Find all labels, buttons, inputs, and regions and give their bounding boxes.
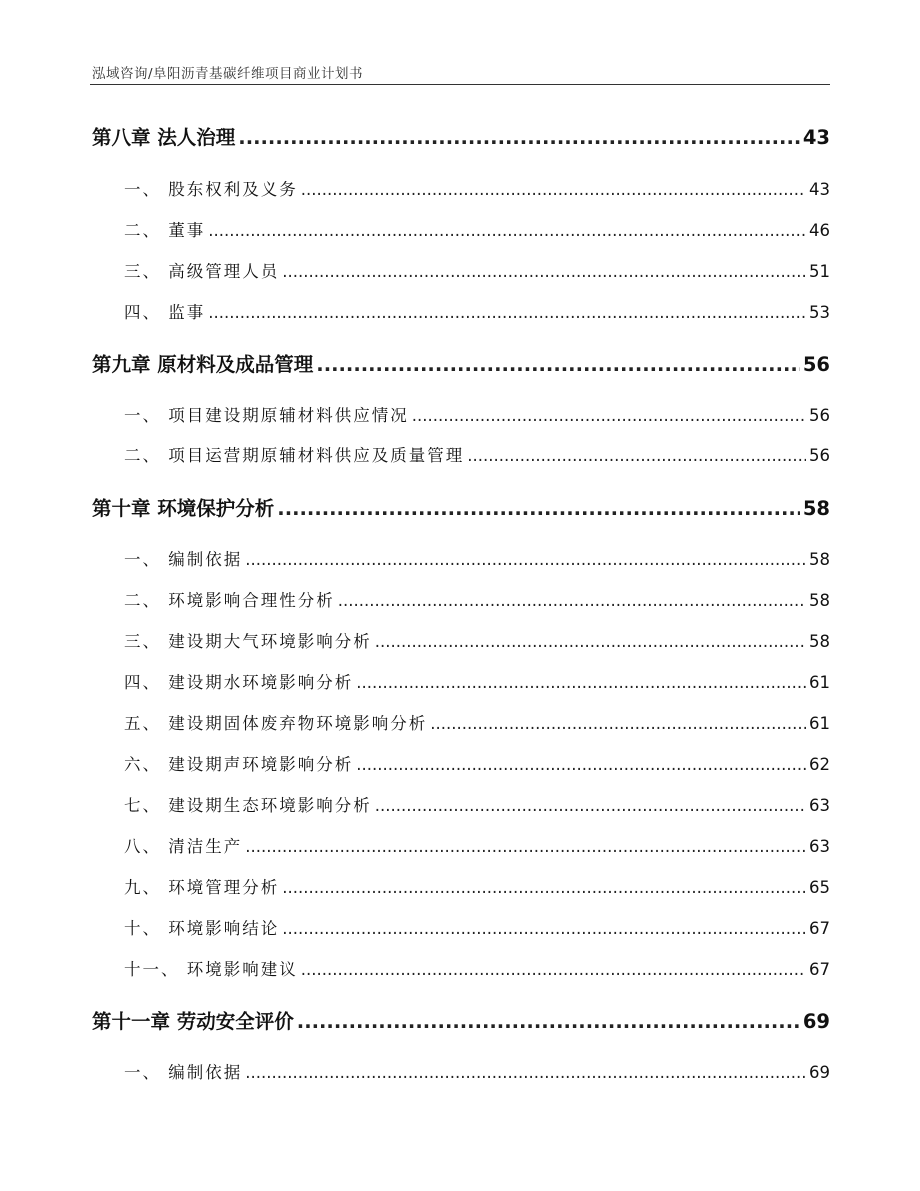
toc-leader-dots <box>375 796 806 815</box>
toc-page-number: 61 <box>809 673 830 692</box>
toc-section[interactable] <box>92 628 830 652</box>
toc-page-number: 58 <box>809 550 830 569</box>
toc-entry-title: 二、 董事 <box>124 221 206 240</box>
running-header: 泓域咨询/阜阳沥青基碳纤维项目商业计划书 <box>92 66 364 82</box>
toc-entry-title: 一、 股东权利及义务 <box>124 180 298 199</box>
toc-leader-dots <box>338 591 806 610</box>
toc-section[interactable] <box>92 442 830 466</box>
toc-page-number: 58 <box>809 632 830 651</box>
toc-entry-title: 四、 建设期水环境影响分析 <box>124 673 354 692</box>
toc-entry-title: 第八章 法人治理 <box>92 126 236 149</box>
toc-section[interactable] <box>92 299 830 323</box>
toc-leader-dots <box>208 221 806 240</box>
toc-entry-title: 一、 编制依据 <box>124 1063 243 1082</box>
toc-chapter[interactable] <box>92 122 830 150</box>
toc-leader-dots <box>277 497 800 520</box>
toc-leader-dots <box>297 1010 800 1033</box>
toc-chapter[interactable] <box>92 493 830 521</box>
toc-page-number: 43 <box>802 126 830 149</box>
toc-page-number: 67 <box>809 919 830 938</box>
toc-section[interactable] <box>92 546 830 570</box>
toc-leader-dots <box>245 837 806 856</box>
toc-leader-dots <box>375 632 806 651</box>
toc-entry-title: 第十一章 劳动安全评价 <box>92 1010 294 1033</box>
toc-entry-title: 八、 清洁生产 <box>124 837 243 856</box>
toc-chapter[interactable] <box>92 349 830 377</box>
toc-section[interactable] <box>92 874 830 898</box>
toc-section[interactable] <box>92 710 830 734</box>
toc-section[interactable] <box>92 258 830 282</box>
toc-leader-dots <box>301 180 806 199</box>
toc-page-number: 58 <box>809 591 830 610</box>
toc-chapter[interactable] <box>92 1006 830 1034</box>
toc-leader-dots <box>430 714 806 733</box>
toc-section[interactable] <box>92 669 830 693</box>
toc-entry-title: 一、 编制依据 <box>124 550 243 569</box>
toc-leader-dots <box>245 550 806 569</box>
toc-entry-title: 九、 环境管理分析 <box>124 878 280 897</box>
toc-entry-title: 五、 建设期固体废弃物环境影响分析 <box>124 714 428 733</box>
toc-page-number: 56 <box>809 406 830 425</box>
header-divider <box>90 84 830 85</box>
toc-section[interactable] <box>92 402 830 426</box>
toc-leader-dots <box>282 878 806 897</box>
toc-entry-title: 四、 监事 <box>124 303 206 322</box>
toc-page-number: 51 <box>809 262 830 281</box>
toc-leader-dots <box>245 1063 806 1082</box>
toc-leader-dots <box>301 960 806 979</box>
toc-leader-dots <box>282 262 806 281</box>
toc-page-number: 69 <box>809 1063 830 1082</box>
toc-page-number: 63 <box>809 796 830 815</box>
toc-page-number: 56 <box>802 353 830 376</box>
toc-page-number: 65 <box>809 878 830 897</box>
toc-page-number: 61 <box>809 714 830 733</box>
toc-page-number: 62 <box>809 755 830 774</box>
toc-entry-title: 三、 建设期大气环境影响分析 <box>124 632 372 651</box>
toc-section[interactable] <box>92 833 830 857</box>
toc-leader-dots <box>412 406 806 425</box>
toc-entry-title: 三、 高级管理人员 <box>124 262 280 281</box>
toc-section[interactable] <box>92 792 830 816</box>
toc-section[interactable] <box>92 915 830 939</box>
toc-entry-title: 第九章 原材料及成品管理 <box>92 353 314 376</box>
toc-entry-title: 六、 建设期声环境影响分析 <box>124 755 354 774</box>
toc-leader-dots <box>238 126 800 149</box>
toc-page-number: 56 <box>809 446 830 465</box>
toc-entry-title: 一、 项目建设期原辅材料供应情况 <box>124 406 409 425</box>
toc-section[interactable] <box>92 1059 830 1083</box>
toc-section[interactable] <box>92 217 830 241</box>
toc-page-number: 46 <box>809 221 830 240</box>
toc-entry-title: 二、 项目运营期原辅材料供应及质量管理 <box>124 446 465 465</box>
toc-leader-dots <box>208 303 806 322</box>
toc-section[interactable] <box>92 956 830 980</box>
toc-section[interactable] <box>92 587 830 611</box>
toc-leader-dots <box>467 446 806 465</box>
toc-page-number: 63 <box>809 837 830 856</box>
toc-entry-title: 十、 环境影响结论 <box>124 919 280 938</box>
toc-entry-title: 二、 环境影响合理性分析 <box>124 591 335 610</box>
toc-leader-dots <box>356 673 806 692</box>
toc-leader-dots <box>356 755 806 774</box>
toc-section[interactable] <box>92 751 830 775</box>
toc-section[interactable] <box>92 176 830 200</box>
toc-entry-title: 七、 建设期生态环境影响分析 <box>124 796 372 815</box>
toc-page-number: 69 <box>802 1010 830 1033</box>
toc-leader-dots <box>316 353 800 376</box>
toc-leader-dots <box>282 919 806 938</box>
toc-entry-title: 十一、 环境影响建议 <box>124 960 298 979</box>
toc-page-number: 43 <box>809 180 830 199</box>
toc-page-number: 53 <box>809 303 830 322</box>
toc-page-number: 58 <box>802 497 830 520</box>
toc-page-number: 67 <box>809 960 830 979</box>
toc-entry-title: 第十章 环境保护分析 <box>92 497 275 520</box>
